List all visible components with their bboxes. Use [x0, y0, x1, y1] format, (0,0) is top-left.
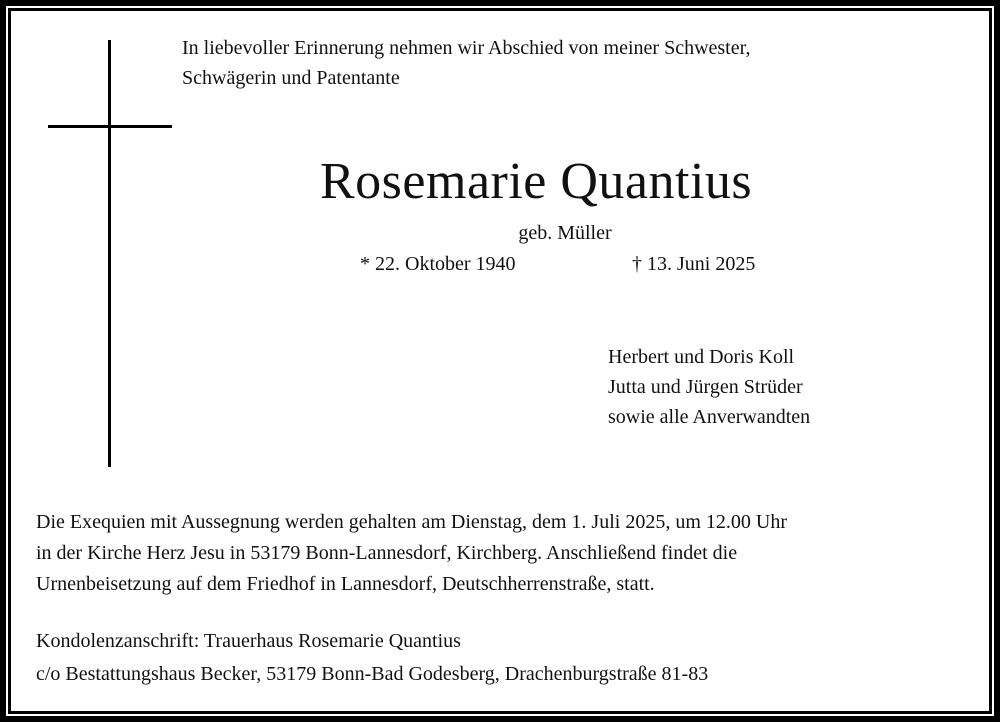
service-line: Die Exequien mit Aussegnung werden gehalten am Dienstag, dem 1. Juli 2025, um 12.00 Uhr	[36, 511, 787, 533]
death-date: † 13. Juni 2025	[632, 253, 756, 275]
intro-line: In liebevoller Erinnerung nehmen wir Abschied von meiner Schwester,	[182, 37, 751, 59]
intro-text	[182, 33, 750, 93]
service-line: Urnenbeisetzung auf dem Friedhof in Lannesdorf, Deutschherrenstraße, statt.	[36, 573, 655, 595]
birth-date: * 22. Oktober 1940	[360, 253, 516, 275]
notice-border-inner	[8, 8, 992, 714]
mourner-line: Jutta und Jürgen Strüder	[608, 376, 803, 398]
mourners-list	[608, 342, 810, 432]
mourner-line: Herbert und Doris Koll	[608, 346, 795, 368]
condolence-address	[36, 625, 708, 691]
cross-horizontal-bar	[48, 125, 172, 128]
maiden-name: geb. Müller	[518, 222, 612, 244]
intro-line: Schwägerin und Patentante	[182, 67, 400, 89]
cross-vertical-bar	[108, 40, 111, 467]
service-line: in der Kirche Herz Jesu in 53179 Bonn-Lannesdorf, Kirchberg. Anschließend findet die	[36, 542, 738, 564]
service-details	[36, 507, 787, 600]
deceased-name: Rosemarie Quantius	[320, 153, 753, 210]
mourner-line: sowie alle Anverwandten	[608, 406, 811, 428]
condolence-line: c/o Bestattungshaus Becker, 53179 Bonn-Bad Godesberg, Drachenburgstraße 81-83	[36, 663, 709, 685]
condolence-line: Kondolenzanschrift: Trauerhaus Rosemarie Quantius	[36, 630, 461, 652]
